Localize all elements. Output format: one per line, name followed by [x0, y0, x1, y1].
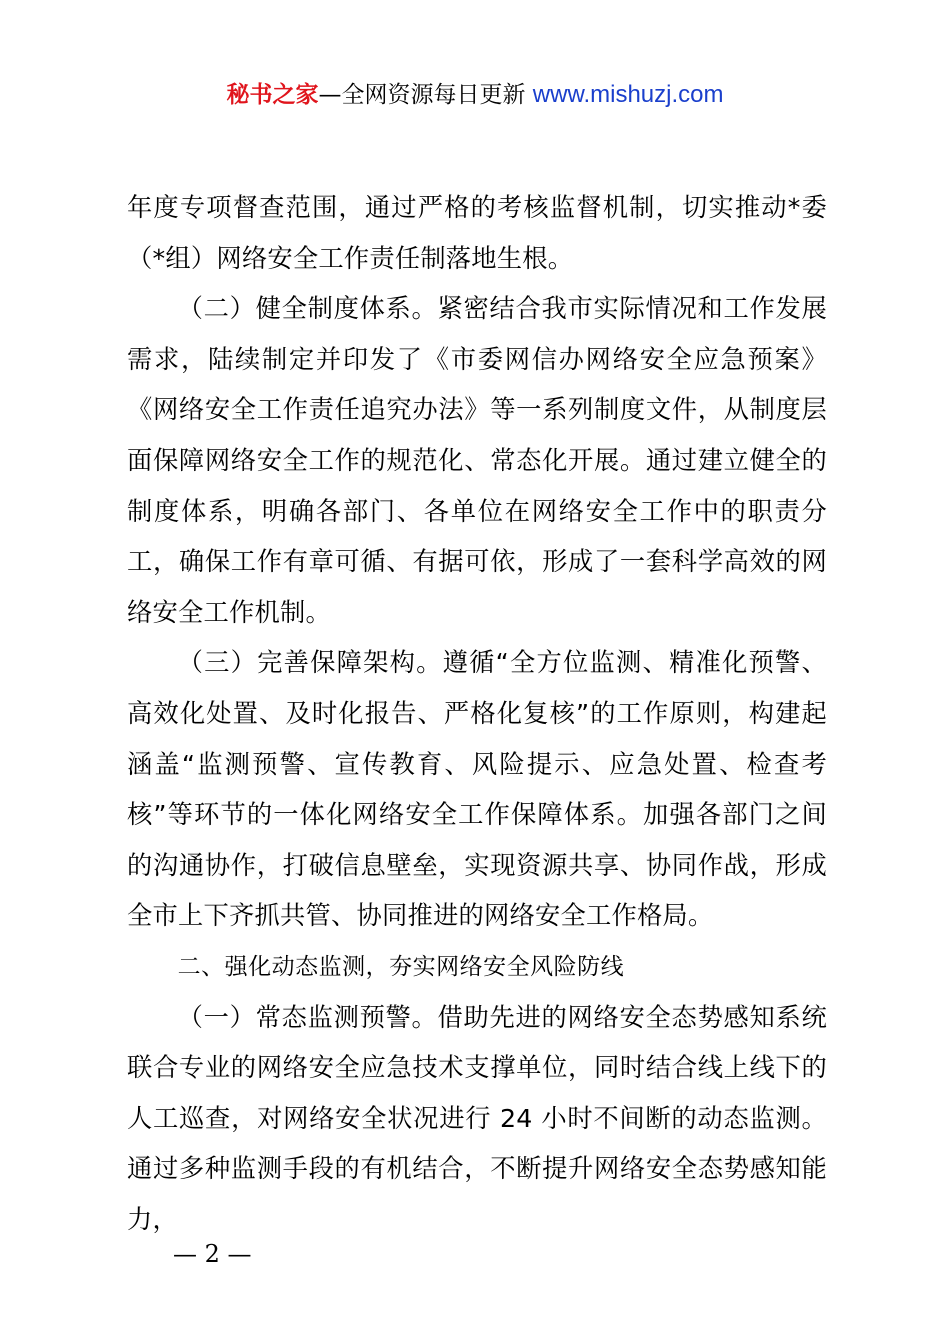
paragraph-monitoring-warning: （一）常态监测预警。借助先进的网络安全态势感知系统联合专业的网络安全应急技术支撑单位，同时结合线上线下的人工巡查，对网络安全状况进行 24 小时不间断的动态监测。通过多种监测手段的有机结合，不断提升网络安全态势感知能力，: [127, 1002, 827, 1234]
paragraph-continuation: 年度专项督查范围，通过严格的考核监督机制，切实推动*委（*组）网络安全工作责任制落地生根。: [127, 193, 827, 273]
site-header: [0, 78, 950, 112]
page-number: — 2 —: [173, 1240, 252, 1268]
brand-name: 秘书之家: [226, 82, 319, 108]
document-body: [127, 183, 827, 1245]
section-heading: 二、强化动态监测，夯实网络安全风险防线: [177, 953, 625, 980]
header-slogan: —全网资源每日更新: [318, 82, 533, 108]
paragraph-guarantee-structure: （三）完善保障架构。遵循“全方位监测、精准化预警、高效化处置、及时化报告、严格化复核”的工作原则，构建起涵盖“监测预警、宣传教育、风险提示、应急处置、检查考核”等环节的一体化网络安全工作保障体系。加强各部门之间的沟通协作，打破信息壁垒，实现资源共享、协同作战，形成全市上下齐抓共管、协同推进的网络安全工作格局。: [127, 648, 827, 931]
paragraph-institution-system: （二）健全制度体系。紧密结合我市实际情况和工作发展需求，陆续制定并印发了《市委网信办网络安全应急预案》《网络安全工作责任追究办法》等一系列制度文件，从制度层面保障网络安全工作的规范化、常态化开展。通过建立健全的制度体系，明确各部门、各单位在网络安全工作中的职责分工，确保工作有章可循、有据可依，形成了一套科学高效的网络安全工作机制。: [127, 294, 827, 627]
website-link[interactable]: www.mishuzj.com: [532, 81, 724, 108]
